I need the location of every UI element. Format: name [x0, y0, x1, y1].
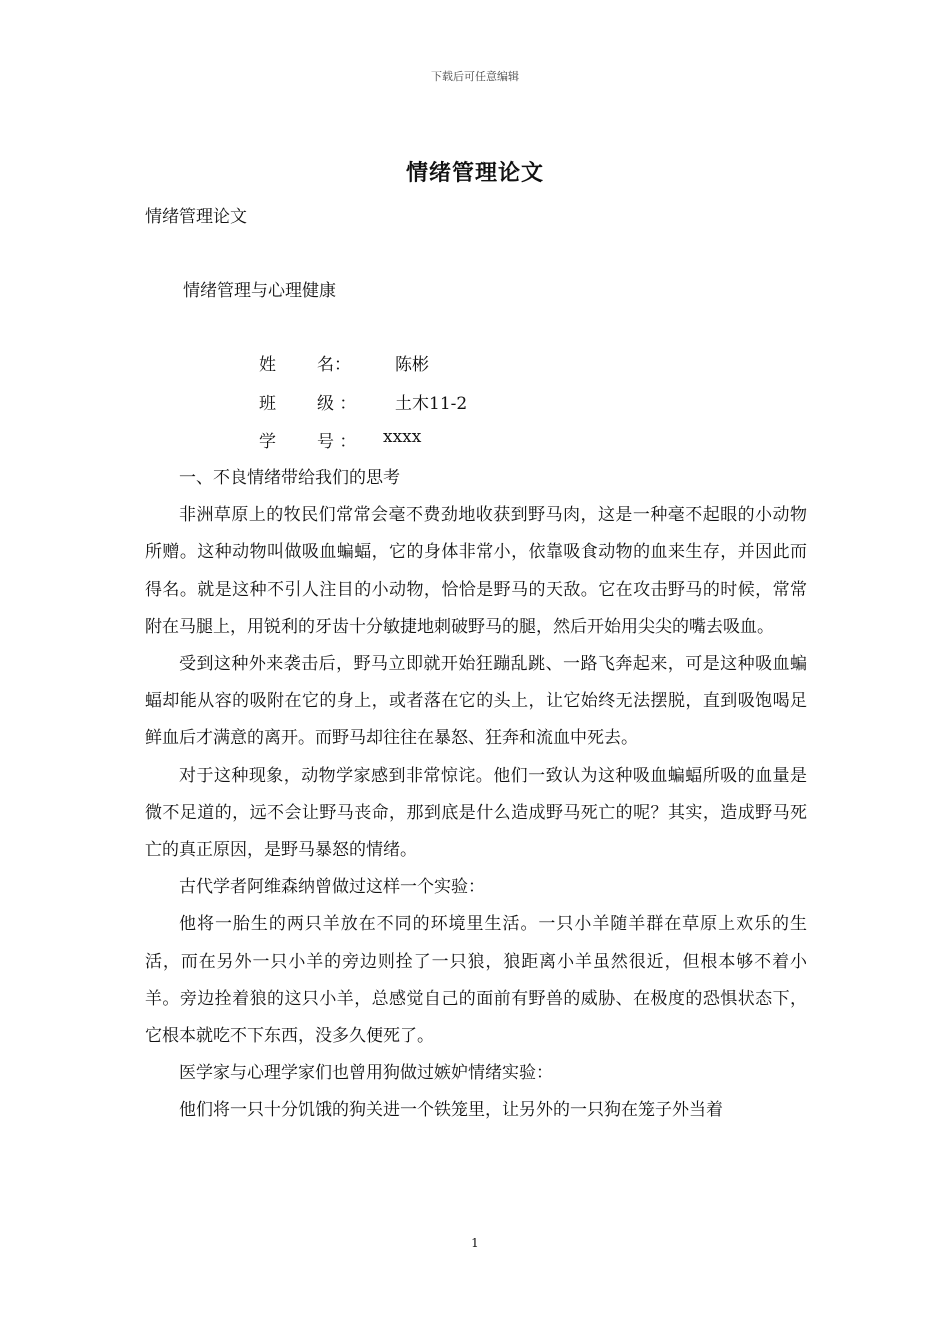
class-label-2: 级 ：: [317, 394, 357, 414]
paragraph-6: 医学家与心理学家们也曾用狗做过嫉妒情绪实验：: [179, 1063, 553, 1084]
paragraph-7: 他们将一只十分饥饿的狗关进一个铁笼里，让另外的一只狗在笼子外当着: [179, 1100, 723, 1121]
header-note: 下载后可任意编辑: [431, 70, 519, 83]
name-value: 陈彬: [395, 355, 429, 375]
paragraph-1: 非洲草原上的牧民们常常会毫不费劲地收获到野马肉，这是一种毫不起眼的小动物所赠。这种动物叫做吸血蝙蝠，它的身体非常小，依靠吸食动物的血来生存，并因此而得名。就是这种不引人注目的小动物，恰恰是野马的天敌。它在攻击野马的时候，常常附在马腿上，用锐利的牙齿十分敏捷地刺破野马的腿，然后开始用尖尖的嘴去吸血。: [145, 505, 807, 637]
class-label-1: 班: [259, 394, 276, 414]
id-value: xxxx: [383, 427, 422, 447]
paragraph-3: 对于这种现象，动物学家感到非常惊诧。他们一致认为这种吸血蝙蝠所吸的血量是微不足道的，远不会让野马丧命，那到底是什么造成野马死亡的呢？其实，造成野马死亡的真正原因，是野马暴怒的情绪。: [145, 765, 807, 861]
paragraph-5: 他将一胎生的两只羊放在不同的环境里生活。一只小羊随羊群在草原上欢乐的生活，而在另外一只小羊的旁边则拴了一只狼，狼距离小羊虽然很近，但根本够不着小羊。旁边拴着狼的这只小羊，总感觉自己的面前有野兽的威胁、在极度的恐惧状态下，它根本就吃不下东西，没多久便死了。: [145, 914, 807, 1047]
info-row-name: [259, 350, 429, 375]
paper-title: 情绪管理与心理健康: [183, 281, 336, 301]
info-row-id: [259, 427, 421, 452]
document-body: [145, 460, 807, 1130]
class-value: 土木11-2: [395, 394, 468, 414]
page-number: 1: [471, 1236, 479, 1250]
document-title: 情绪管理论文: [405, 160, 544, 186]
paragraph-2: 受到这种外来袭击后，野马立即就开始狂蹦乱跳、一路飞奔起来，可是这种吸血蝙蝠却能从容的吸附在它的身上，或者落在它的头上，让它始终无法摆脱，直到吸饱喝足鲜血后才满意的离开。而野马却往往在暴怒、狂奔和流血中死去。: [145, 654, 807, 749]
name-label-2: 名：: [317, 355, 351, 375]
id-label-1: 学: [259, 432, 276, 452]
id-label-2: 号 ：: [317, 432, 357, 452]
document-subtitle: 情绪管理论文: [145, 207, 247, 227]
section-heading: 一、不良情绪带给我们的思考: [179, 468, 400, 488]
info-row-class: [259, 389, 467, 414]
name-label-1: 姓: [259, 355, 276, 375]
paragraph-4: 古代学者阿维森纳曾做过这样一个实验：: [179, 877, 485, 898]
